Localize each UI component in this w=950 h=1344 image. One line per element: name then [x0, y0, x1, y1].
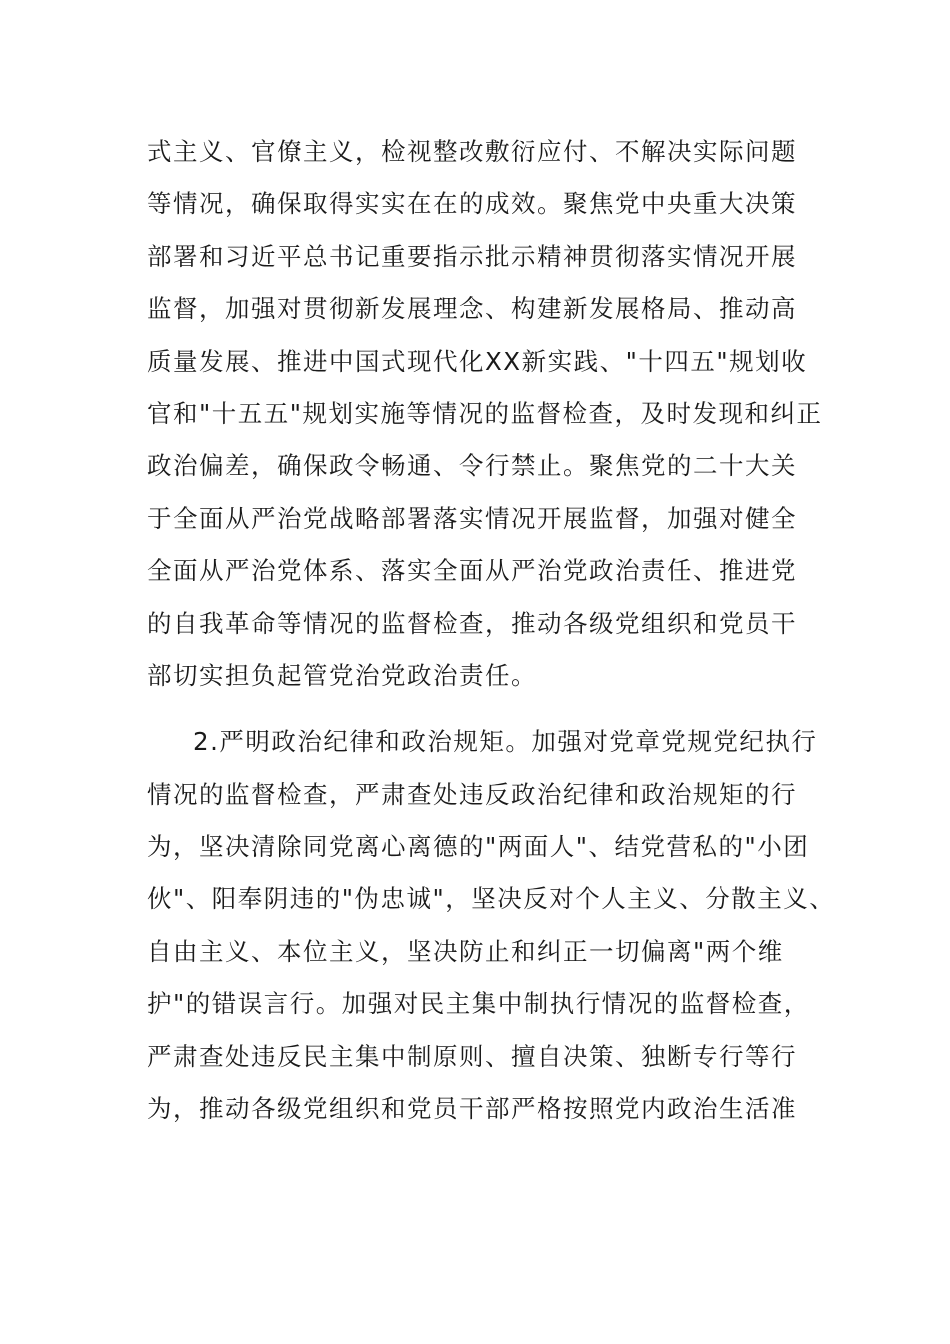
- paragraph-1: [147, 130, 823, 706]
- text-line: 官和"十五五"规划实施等情况的监督检查，及时发现和纠正: [147, 398, 823, 428]
- text-line: 2.严明政治纪律和政治规矩。加强对党章党规党纪执行: [193, 727, 818, 757]
- document-body: [147, 130, 836, 1139]
- text-line: 自由主义、本位主义，坚决防止和纠正一切偏离"两个维: [147, 936, 784, 966]
- text-line: 于全面从严治党战略部署落实情况开展监督，加强对健全: [147, 503, 797, 533]
- text-line: 伙"、阳奉阴违的"伪忠诚"，坚决反对个人主义、分散主义、: [147, 884, 836, 914]
- text-line: 政治偏差，确保政令畅通、令行禁止。聚焦党的二十大关: [147, 451, 797, 481]
- text-line: 部切实担负起管党治党政治责任。: [147, 660, 537, 690]
- text-line: 监督，加强对贯彻新发展理念、构建新发展格局、推动高: [147, 294, 797, 324]
- paragraph-2: [147, 720, 836, 1139]
- text-line: 全面从严治党体系、落实全面从严治党政治责任、推进党: [147, 556, 797, 586]
- text-line: 为，坚决清除同党离心离德的"两面人"、结党营私的"小团: [147, 832, 810, 862]
- text-line: 式主义、官僚主义，检视整改敷衍应付、不解决实际问题: [147, 137, 797, 166]
- text-line: 的自我革命等情况的监督检查，推动各级党组织和党员干: [147, 608, 797, 638]
- paragraph-spacer: [147, 706, 817, 720]
- text-line: 为，推动各级党组织和党员干部严格按照党内政治生活准: [147, 1094, 797, 1124]
- text-line: 情况的监督检查，严肃查处违反政治纪律和政治规矩的行: [147, 779, 797, 809]
- text-line: 部署和习近平总书记重要指示批示精神贯彻落实情况开展: [147, 241, 797, 271]
- text-line: 质量发展、推进中国式现代化XX新实践、"十四五"规划收: [147, 346, 808, 376]
- text-line: 严肃查处违反民主集中制原则、擅自决策、独断专行等行: [147, 1041, 797, 1071]
- text-line: 等情况，确保取得实实在在的成效。聚焦党中央重大决策: [147, 189, 797, 219]
- text-line: 护"的错误言行。加强对民主集中制执行情况的监督检查，: [147, 989, 810, 1019]
